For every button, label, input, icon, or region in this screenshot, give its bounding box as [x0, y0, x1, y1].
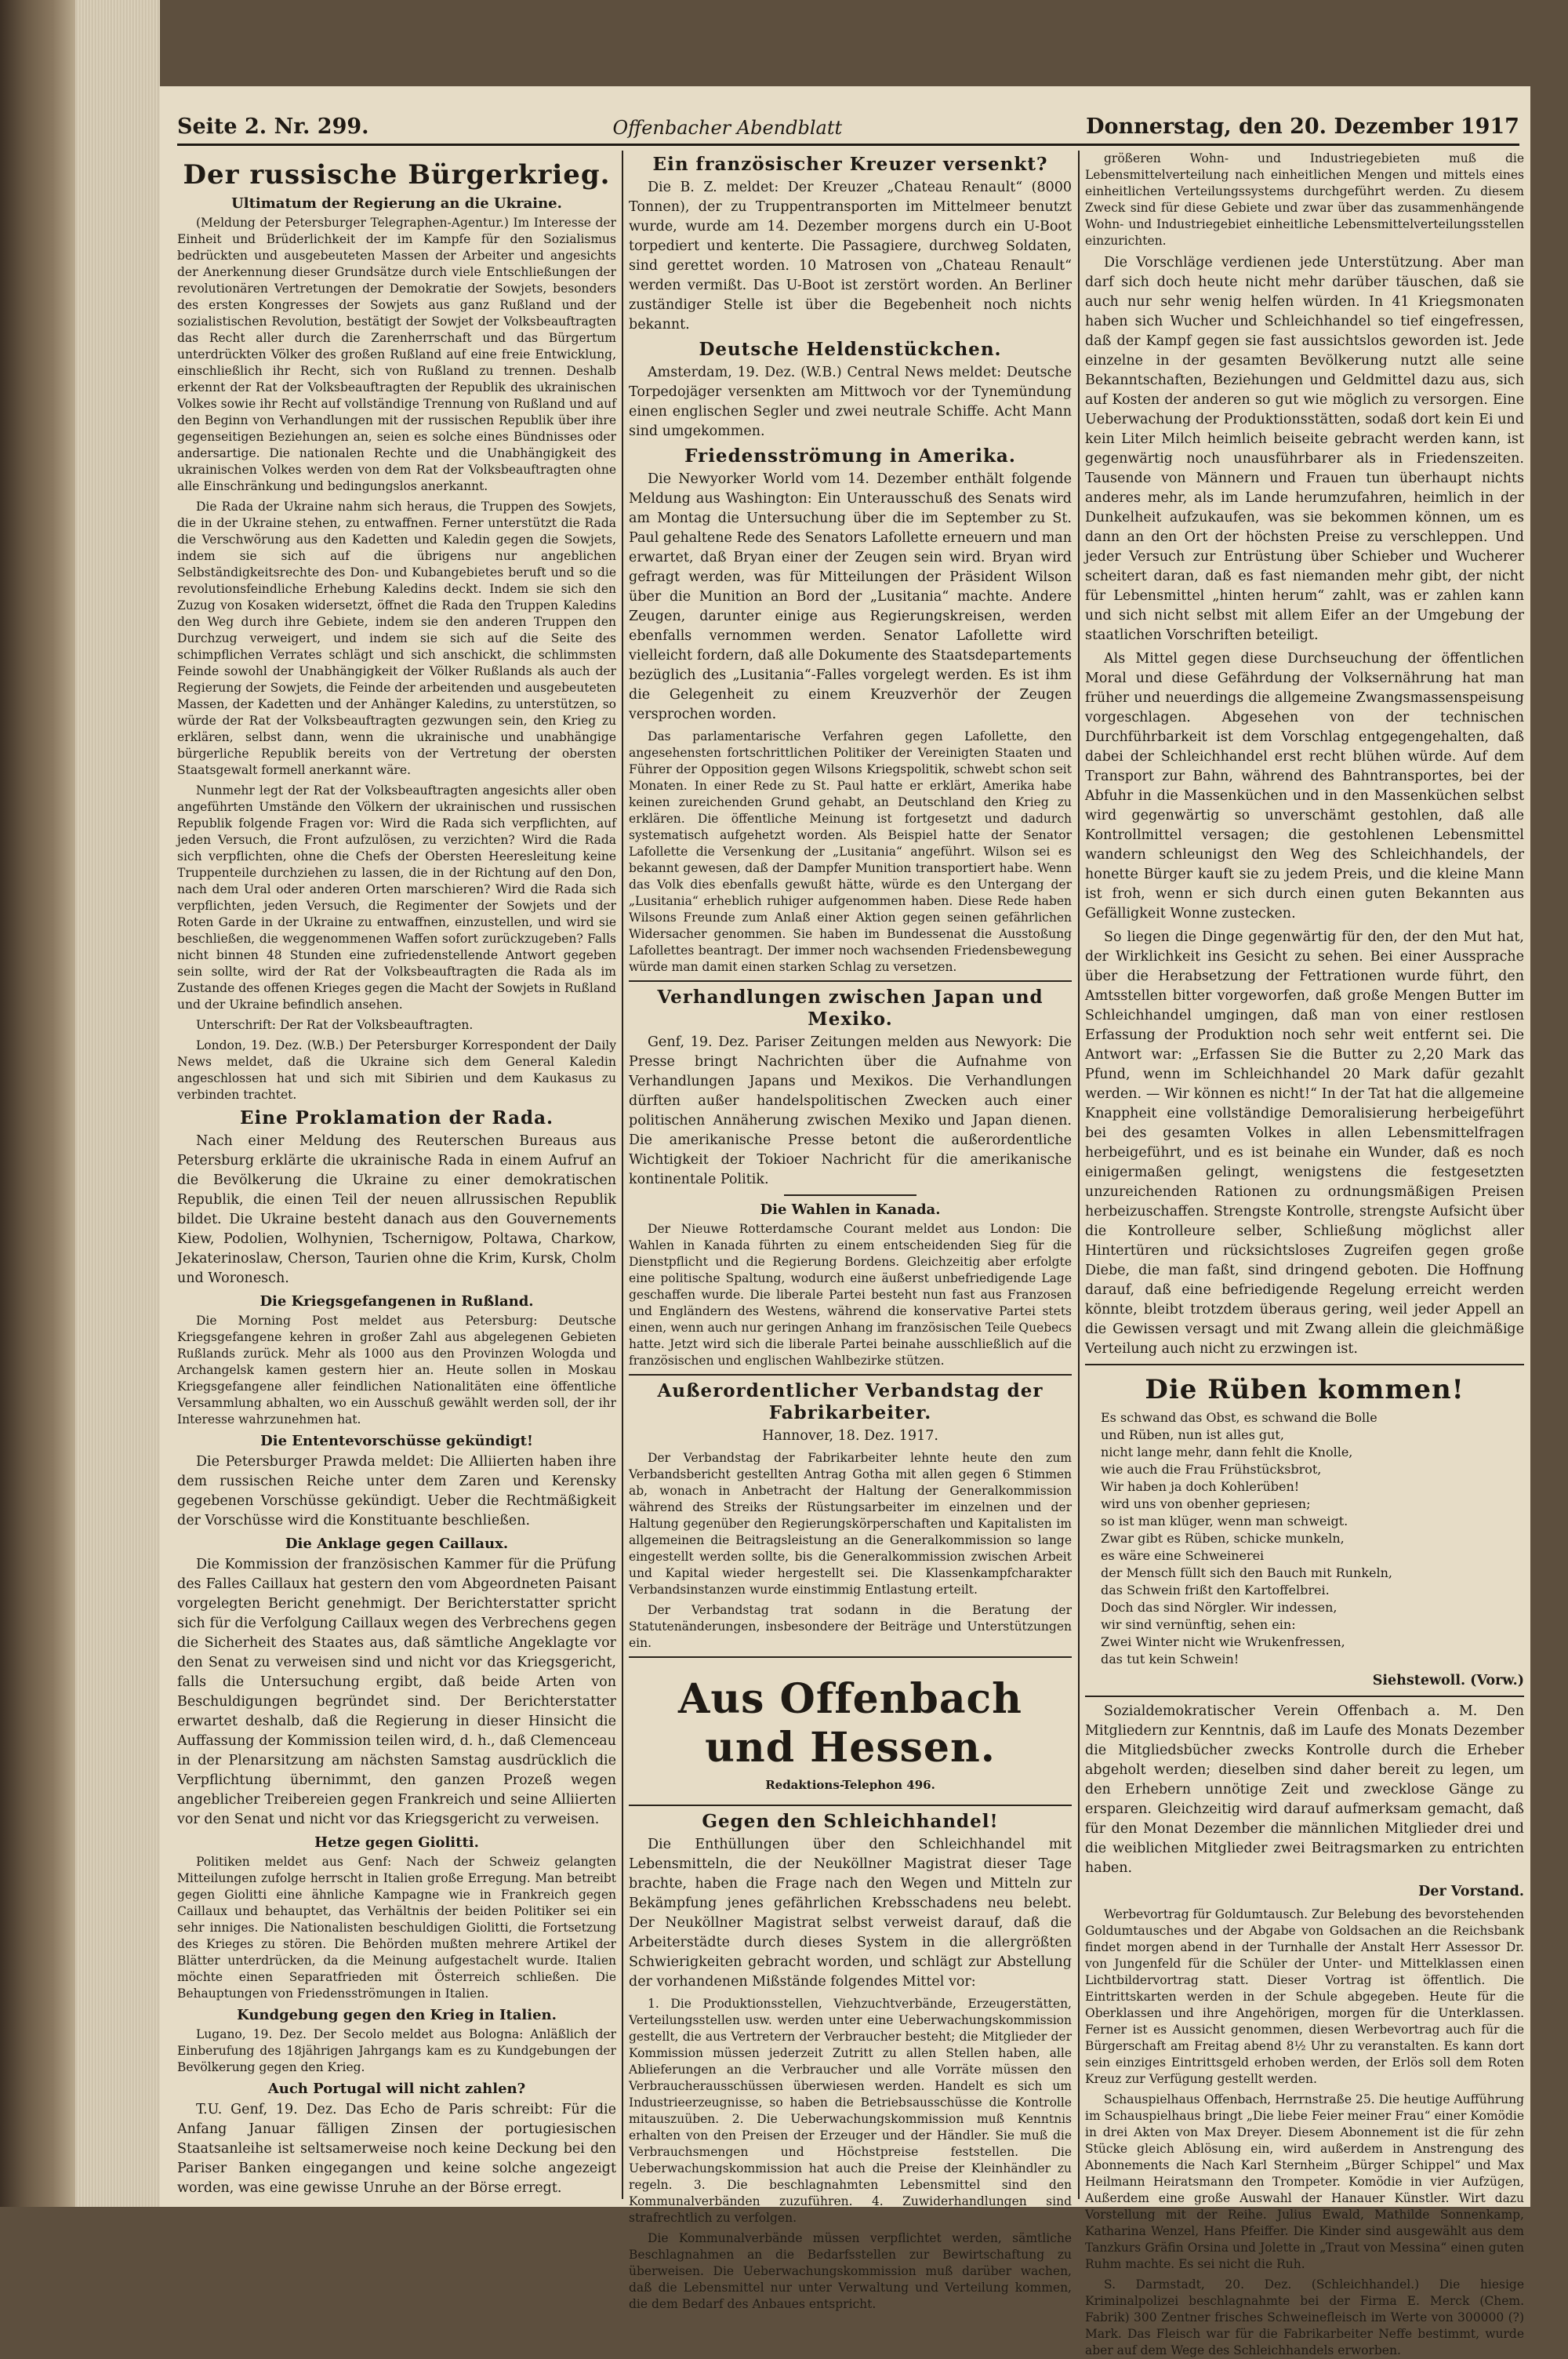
column-rule-1 — [622, 151, 623, 2199]
headline-entente-advances: Die Ententevorschüsse gekündigt! — [260, 1433, 533, 1449]
divider — [629, 1374, 1072, 1376]
divider — [629, 980, 1072, 982]
article-paragraph: Nach einer Meldung des Reuterschen Bureaus aus Petersburg erklärte die ukrainische Rada in einem Aufruf an die Bevölkerung die Ukraine zu einer demokratischen Republik, die einen Teil der neuen allrussischen Republik bildet. Die Ukraine besteht danach aus den Gouvernements Kiew, Podolien, Wolhynien, Tschernigow, Poltawa, Charkow, Jekaterinoslaw, Cherson, Taurien ohne die Krim, Kursk, Cholm und Woronesch. — [177, 1133, 616, 1286]
header-page-number: Seite 2. Nr. 299. — [177, 114, 369, 139]
headline-italy-protest: Kundgebung gegen den Krieg in Italien. — [237, 2007, 557, 2023]
headline-portugal: Auch Portugal will nicht zahlen? — [267, 2081, 526, 2097]
article-paragraph: Die Kommunalverbände müssen verpflichtet werden, sämtliche Beschlagnahmen an die Bedarfsstellen zur Bewirtschaftung zu überweisen. Die Ueberwachungskommission muß darüber wachen, daß die Lebensmittel nur unter Verwaltung und Verteilung kommen, die dem Bedarf des Anbaues entspricht. — [629, 2231, 1072, 2311]
headline-factory-workers: Außerordentlicher Verbandstag der Fabrikarbeiter. — [657, 1380, 1044, 1423]
article-paragraph: Sozialdemokratischer Verein Offenbach a. M. Den Mitgliedern zur Kenntnis, daß im Laufe des Monats Dezember die Mitgliedsbücher zwecks Kontrolle durch die Erheber abgeholt werden; dieselben sind daher bereit zu legen, um den Erhebern unnötige Zeit und zwecklose Gänge zu ersparen. Gleichzeitig wird darauf aufmerksam gemacht, daß für den Monat Dezember die männlichen Mitglieder drei und die weiblichen Mitglieder zwei Beitragsmarken zu entrichten haben. — [1085, 1703, 1524, 1876]
newspaper-page — [160, 86, 1530, 2357]
article-paragraph: 1. Die Produktionsstellen, Viehzuchtverbände, Erzeugerstätten, Verteilungsstellen usw. werden unter eine Ueberwachungskommission gestellt, die aus Vertretern der Verbraucher besteht; die Mitglieder der Kommission müssen jederzeit Zutritt zu allen Stellen haben, alle Ablieferungen an die Verbraucher und alle Vorräte müssen den Verbraucherausschüssen überwiesen werden. Handelt es sich um Industrieerzeugnisse, so haben die Betriebsausschüsse die Kontrolle mitauszuüben. 2. Die Ueberwachungskommission muß Kenntnis erhalten von den Preisen der Erzeuger und der Händler. Sie muß die Verbrauchsmengen und Höchstpreise feststellen. Die Ueberwachungskommission hat auch die Preise der Kleinhändler zu regeln. 3. Die beschlagnahmten Lebensmittel sind den Kommunalverbänden zuzuführen. 4. Zuwiderhandlungen sind strafrechtlich zu verfolgen. — [629, 1997, 1072, 2225]
article-paragraph: Die Vorschläge verdienen jede Unterstützung. Aber man darf sich doch heute nicht mehr darüber täuschen, daß sie auch nur sehr wenig helfen würden. In 41 Kriegsmonaten haben sich Wucher und Schleichhandel so tief eingefressen, daß der Kampf gegen sie fast aussichtslos geworden ist. Jede einzelne in der gesamten Bevölkerung nutzt alle seine Bekanntschaften, Beziehungen und Geldmittel dazu aus, sich auf Kosten der anderen so gut wie möglich zu versorgen. Eine Ueberwachung der Produktionsstätten, sodaß dort kein Ei und kein Liter Milch heimlich beiseite gebracht werden kann, ist gegenwärtig noch unausführbarer als in Friedenszeiten. Tausende von Männern und Frauen tun überhaupt nichts anderes mehr, als im Lande herumzufahren, heimlich in der Dunkelheit aufzukaufen, was sie bekommen können, um es dann an den Ort der höchsten Preise zu verschleppen. Und jeder Versuch zur Entrüstung über Schieber und Wucherer scheitert daran, daß es fast niemanden mehr gibt, der nicht für Lebensmittel „hinten herum“ zahlt, was er zahlen kann und sich nicht selbst mit allem Eifer an der Umgebung der staatlichen Vorschriften beteiligt. — [1085, 255, 1524, 643]
article-signature: Unterschrift: Der Rat der Volksbeauftragten. — [196, 1018, 474, 1032]
article-paragraph: Die Morning Post meldet aus Petersburg: Deutsche Kriegsgefangene kehren in großer Zahl aus abgelegenen Gebieten Rußlands zurück. Mehr als 1000 aus den Provinzen Wologda und Archangelsk kamen gestern hier an. Heute sollen in Moskau Kriegsgefangene aller feindlichen Nationalitäten eine öffentliche Versammlung abhalten, wo ein Ausschuß gewählt werden soll, der ihr Interesse wahrzunehmen hat. — [177, 1314, 616, 1427]
column-1 — [177, 151, 616, 2199]
article-paragraph: S. Darmstadt, 20. Dez. (Schleichhandel.) Die hiesige Kriminalpolizei beschlagnahmte bei der Firma E. Merck (Chem. Fabrik) 300 Zentner frisches Schweinefleisch im Werte von 300000 (?) Mark. Das Fleisch war für die Fabrikarbeiter Neffe bestimmt, wurde aber auf dem Wege des Schleichhandels erworben. — [1085, 2277, 1524, 2357]
column-2 — [629, 151, 1072, 2311]
page-header — [177, 110, 1519, 146]
article-paragraph: Genf, 19. Dez. Pariser Zeitungen melden aus Newyork: Die Presse bringt Nachrichten über die Aufnahme von Verhandlungen Japans und Mexikos. Die Verhandlungen dürften außer handelspolitischen Zwecken auch einer politischen Annäherung zwischen Mexiko und Japan dienen. Die amerikanische Presse betont die außerordentliche Wichtigkeit der Tokioer Nachricht für die amerikanische kontinentale Politik. — [629, 1034, 1072, 1187]
article-paragraph: Der Verbandstag der Fabrikarbeiter lehnte heute den zum Verbandsbericht gestellten Antrag Gotha mit allen gegen 6 Stimmen ab, wonach in Anbetracht der Haltung der Generalkommission während des Streiks der Rüstungsarbeiter im einzelnen und der Haltung gegenüber den Regierungskörperschaften und Kapitalisten im allgemeinen die Beitragsleistung an die Generalkommission so lange eingestellt werden sollte, bis die Generalkommission zwischen Arbeit und Kapital wieder hergestellt sei. Die Klassenkampfcharakter Verbandsinstanzen wurde einstimmig Entlastung erteilt. — [629, 1451, 1072, 1597]
article-paragraph: So liegen die Dinge gegenwärtig für den, der den Mut hat, der Wirklichkeit ins Gesicht zu sehen. Bei einer Aussprache über die Herabsetzung der Fettrationen wurde führt, den Amtsstellen bitter vorgeworfen, daß große Mengen Butter im Schleichhandel umgingen, daß man von einer restlosen Erfassung der Produktion noch sehr weit entfernt sei. Die Antwort war: „Erfassen Sie die Butter zu 2,20 Mark das Pfund, wenn im Schleichhandel 20 Mark dafür gezahlt werden. — Wir können es nicht!“ In der Tat hat die allgemeine Knappheit eine vollständige Demoralisierung herbeigeführt bei des gesamten Volkes in allen Lebensmittelfragen herbeigeführt, und es ist beinahe ein Wunder, daß es noch einigermaßen gelingt, wenigstens die festgesetzten unzureichenden Rationen zu ordnungsmäßigen Preisen herbeizuschaffen. Strengste Kontrolle, strengste Aufsicht über die Kontrolleure selber, Schließung möglichst aller Hintertüren und rücksichtsloses Zugreifen gegen große Diebe, die man faßt, sind dringend geboten. Die Hoffnung darauf, daß eine befriedigende Regelung erreicht werden könnte, bleibt trotzdem überaus gering, weil jeder Appell an die Gewissen versagt und mit Zwang allein die gleichmäßige Verteilung auch nicht zu erzwingen ist. — [1085, 929, 1524, 1357]
headline-russian-civil-war: Der russische Bürgerkrieg. — [183, 159, 611, 191]
poem-text: Es schwand das Obst, es schwand die Bolle und Rüben, nun ist alles gut, nicht lange mehr, dann fehlt die Knolle, wie auch die Frau Frühstücksbrot, Wir haben ja doch Kohlerüben! wird uns von obenher gepriesen; so ist man klüger, wenn man schweigt. Zwar gibt es Rüben, schicke munkeln, es wäre eine Schweinerei der Mensch füllt sich den Bauch mit Runkeln, das Schwein frißt den Kartoffelbrei. Doch das sind Nörgler. Wir indessen, wir sind vernünftig, sehen ein: Zwei Winter nicht wie Wrukenfressen, das tut kein Schwein! — [1101, 1410, 1393, 1667]
article-paragraph: Werbevortrag für Goldumtausch. Zur Belebung des bevorstehenden Goldumtausches und der Abgabe von Goldsachen an die Reichsbank findet morgen abend in der Turnhalle der Anstalt Herr Assessor Dr. von Jungenfeld für die Schüler der Unter- und Mittelklassen einen Lichtbildervortrag statt. Dieser Vortrag ist öffentlich. Die Eintrittskarten werden in der Schule abgegeben. Heute für die Oberklassen und ihre Angehörigen, morgen für die Unterklassen. Ferner ist es Aussicht genommen, diesen Werbevortrag auch für die Bürgerschaft am Freitag abend 8½ Uhr zu veranstalten. Es kann dort sein einziges Eintrittsgeld erhoben werden, der Erlös soll dem Roten Kreuz zur Verfügung gestellt werden. — [1085, 1907, 1524, 2086]
article-paragraph: Die Kommission der französischen Kammer für die Prüfung des Falles Caillaux hat gestern den vom Abgeordneten Paisant vorgelegten Bericht genehmigt. Der Berichterstatter spricht sich für die Verfolgung Caillaux wegen des Verbrechens gegen die Sicherheit des Staates aus, daß sämtliche Angeklagte vor den Senat zu verweisen sind und nicht vor das Kriegsgericht, falls die Untersuchung ergibt, daß beide Arten von Beschuldigungen begründet sind. Der Berichterstatter erwartet deshalb, daß die Regierung in dieser Hinsicht die Auffassung der Kommission teilen wird, d. h., daß Clemenceau in der Plenarsitzung am nächsten Samstag ausdrücklich die Verpflichtung übernimmt, den ganzen Prozeß wegen angeblicher Treibereien gegen Frankreich und seine Alliierten vor den Senat und nicht vor das Kriegsgericht zu verweisen. — [177, 1557, 616, 1827]
article-paragraph: Die Enthüllungen über den Schleichhandel mit Lebensmitteln, die der Neuköllner Magistrat dieser Tage brachte, haben die Frage nach den Wegen und Mitteln zur Bekämpfung jenes gefährlichen Krebsschadens neu belebt. Der Neuköllner Magistrat selbst verweist darauf, daß die Arbeiterstädte durch dieses System in die allergrößten Schwierigkeiten gebracht worden, und schlägt zur Abstellung der vorhandenen Mißstände folgendes Mittel vor: — [629, 1837, 1072, 1990]
article-paragraph: Die Newyorker World vom 14. Dezember enthält folgende Meldung aus Washington: Ein Unterausschuß des Senats wird am Montag die Untersuchung über die im September zu St. Paul gehaltene Rede des Senators Lafollette erneuern und man erwartet, daß Bryan einer der Zeugen sein wird. Bryan wird gefragt werden, was für Mitteilungen der Präsident Wilson über die Munition an Bord der „Lusitania“ machte. Andere Zeugen, darunter einige aus Regierungskreisen, werden ebenfalls vernommen werden. Senator Lafollette wird vielleicht fordern, daß alle Dokumente des Staatsdepartements bezüglich des „Lusitania“-Falles vorgelegt werden. Es ist ihm die Gelegenheit zu einem Kreuzverhör der Zeugen versprochen worden. — [629, 471, 1072, 722]
article-paragraph: Schauspielhaus Offenbach, Herrnstraße 25. Die heutige Aufführung im Schauspielhaus bringt „Die liebe Feier meiner Frau“ einer Komödie in drei Akten von Max Dreyer. Diesem Abonnement ist die für zehn Stücke gleich Ablösung ein, wird außerdem in Anstrengung des Abonnements die Nach Karl Sternheim „Bürger Schippel“ und Max Heilmann Heiratsmann den Trompeter. Komödie in vier Aufzügen, Außerdem eine große Auswahl der Hanauer Künstler. Wirt dazu Vorstellung mit der Reihe. Julius Ewald, Mathilde Sonnenkamp, Katharina Wenzel, Hans Pfeiffer. Die Kinder sind ausgewählt aus dem Tanzkurs Gräfin Orsina und Jolette in „Traut von Messina“ einen guten Ruhm machte. Es sei nicht die Ruh. — [1085, 2092, 1524, 2271]
article-paragraph: Amsterdam, 19. Dez. (W.B.) Central News meldet: Deutsche Torpedojäger versenkten am Mittwoch vor der Tynemündung einen englischen Segler und zwei neutrale Schiffe. Acht Mann sind umgekommen. — [629, 365, 1072, 439]
local-section-banner — [629, 1656, 1072, 1806]
headline-giolitti: Hetze gegen Giolitti. — [314, 1834, 479, 1851]
column-3 — [1085, 151, 1524, 2357]
headline-black-market: Gegen den Schleichhandel! — [702, 1811, 999, 1832]
headline-caillaux-charge: Die Anklage gegen Caillaux. — [285, 1536, 509, 1552]
headline-japan-mexico: Verhandlungen zwischen Japan und Mexiko. — [657, 987, 1044, 1030]
page-stack-edge — [75, 0, 160, 2207]
article-paragraph: Der Verbandstag trat sodann in die Beratung der Statutenänderungen, insbesondere der Beiträge und Unterstützungen ein. — [629, 1603, 1072, 1650]
headline-peace-america: Friedensströmung in Amerika. — [684, 445, 1016, 467]
book-binding — [0, 0, 75, 2207]
article-paragraph: Die Rada der Ukraine nahm sich heraus, die Truppen des Sowjets, die in der Ukraine stehen, zu entwaffnen. Ferner unterstützt die Rada die Verschwörung aus den Kadetten und Kaledin gegen die Sowjets, indem sie sich auf die übrigens nur angeblichen Selbständigkeitsrechte des Don- und Kubangebietes beruft und so die revolutionsfeindliche Erhebung Kaledins deckt. Indem sie sich den Zuzug von Kosaken widersetzt, öffnet die Rada den Truppen Kaledins den Weg durch ihre Gebiete, indem sie den anderen Truppen den Durchzug verweigert, und indem sie sich auf die Seite des schimpflichen Verrates schlägt und sich anschickt, die schlimmsten Feinde sowohl der Unabhängigkeit der Völker Rußlands als auch der Regierung der Sowjets, die Feinde der arbeitenden und ausgebeuteten Massen, der Kadetten und der Anhänger Kaledins, zu unterstützen, so würde der Rat der Volksbeauftragten gezwungen sein, den Krieg zu erklären, selbst dann, wenn die ukrainische und unabhängige bürgerliche Republik bereits von der Vertretung der obersten Staatsgewalt formell anerkannt wäre. — [177, 500, 616, 777]
headline-rada-proclamation: Eine Proklamation der Rada. — [239, 1107, 554, 1129]
article-paragraph: T.U. Genf, 19. Dez. Das Echo de Paris schreibt: Für die Anfang Januar fälligen Zinsen der portugiesischen Staatsanleihe ist seltsamerweise noch keine Deckung bei den Pariser Banken eingegangen und keine solche angezeigt worden, was eine gewisse Unruhe an der Börse erregt. — [177, 2102, 616, 2196]
divider — [1085, 1364, 1524, 1365]
poem-signature: Siehstewoll. (Vorw.) — [1372, 1673, 1524, 1688]
headline-french-cruiser: Ein französischer Kreuzer versenkt? — [652, 154, 1048, 175]
headline-canada-elections: Die Wahlen in Kanada. — [760, 1201, 941, 1218]
article-paragraph: Nunmehr legt der Rat der Volksbeauftragten angesichts aller oben angeführten Umstände den Völkern der ukrainischen und russischen Republik folgende Fragen vor: Wird die Rada sich verpflichten, auf jeden Versuch, die Front aufzulösen, zu verzichten? Wird die Rada sich verpflichten, ohne die Chefs der Obersten Heeresleitung keine Truppenteile durchziehen zu lassen, die in der Richtung auf den Don, nach dem Ural oder anderen Orten marschieren? Wird die Rada sich verpflichten, jeden Versuch, die Regimenter der Sowjets und der Roten Garde in der Ukraine zu entwaffnen, einzustellen, und wird sie beschließen, die weggenommenen Waffen sofort zurückzugeben? Falls nicht binnen 48 Stunden eine zufriedenstellende Antwort gegeben sein sollte, wird der Rat der Volksbeauftragten die Rada als im Zustande des offenen Krieges gegen die Macht der Sowjets in Rußland und der Ukraine befindlich ansehen. — [177, 783, 616, 1012]
header-masthead: Offenbacher Abendblatt — [612, 117, 843, 139]
article-paragraph: Das parlamentarische Verfahren gegen Lafollette, den angesehensten fortschrittlichen Politiker der Vereinigten Staaten und Führer der Opposition gegen Wilsons Kriegspolitik, schwebt schon seit Monaten. In einer Rede zu St. Paul hatte er erklärt, Amerika habe keinen zureichenden Grund gehabt, an Deutschland den Krieg zu erklären. Die öffentliche Meinung ist fortgesetzt und dadurch systematisch aufgehetzt worden. Als Beispiel hatte der Senator Lafollette die Versenkung der „Lusitania“ angeführt. Wilson sei es bekannt gewesen, daß der Dampfer Munition transportiert habe. Wenn das Volk dies ebenfalls gewußt hätte, würde es den Untergang der „Lusitania“ erheblich ruhiger aufgenommen haben. Diese Rede haben Wilsons Freunde zum Anlaß einer Aktion gegen seinen gefährlichen Widersacher genommen. Sie haben im Bundessenat die Ausstoßung Lafollettes beantragt. Der immer noch wachsenden Friedensbewegung würde man damit einen starken Schlag zu versetzen. — [629, 729, 1072, 974]
article-paragraph: größeren Wohn- und Industriegebieten muß die Lebensmittelverteilung nach einheitlichen Mengen und mittels eines einheitlichen Verteilungssystems durchgeführt werden. Zu diesem Zweck sind für diese Gebiete und zwar über das zusammenhängende Wohn- und Industriegebiet einheitliche Lebensmittelverteilungsstellen einzurichten. — [1085, 151, 1524, 248]
divider — [784, 1194, 917, 1196]
headline-german-heroics: Deutsche Heldenstückchen. — [699, 339, 1002, 360]
subheadline-ultimatum: Ultimatum der Regierung an die Ukraine. — [231, 195, 562, 212]
headline-prisoners-of-war: Die Kriegsgefangenen in Rußland. — [260, 1293, 534, 1310]
article-paragraph: Die Petersburger Prawda meldet: Die Alliierten haben ihre dem russischen Reiche unter dem Zaren und Kerensky gegebenen Vorschüsse gekündigt. Ueber die Rechtmäßigkeit der Vorschüsse wird die Konstituante beschließen. — [177, 1454, 616, 1528]
article-paragraph: Die B. Z. meldet: Der Kreuzer „Chateau Renault“ (8000 Tonnen), der zu Truppentransporten im Mittelmeer benutzt wurde, wurde am 14. Dezember morgens durch ein U-Boot torpediert und kenterte. Die Passagiere, durchweg Soldaten, sind gerettet worden. 10 Matrosen von „Chateau Renault“ werden vermißt. Das U-Boot ist zerstört worden. An Berliner zuständiger Stelle ist über die Begebenheit noch nichts bekannt. — [629, 180, 1072, 333]
header-date: Donnerstag, den 20. Dezember 1917 — [1086, 114, 1519, 139]
section-title-offenbach-hessen: Aus Offenbach und Hessen. — [678, 1675, 1022, 1772]
article-paragraph: Lugano, 19. Dez. Der Secolo meldet aus Bologna: Anläßlich der Einberufung des 18jährigen Jahrgangs kam es zu Kundgebungen der Bevölkerung gegen den Krieg. — [177, 2027, 616, 2074]
article-paragraph: (Meldung der Petersburger Telegraphen-Agentur.) Im Interesse der Einheit und Brüderlichkeit der im Kampfe für den Sozialismus bedrückten und ausgebeuteten Massen der Arbeiter und angesichts der Anerkennung dieser Grundsätze durch viele Entschließungen der revolutionären Vertretungen der Demokratie der Sowjets, besonders des ersten Kongresses der Sowjets aus ganz Rußland und der sozialistischen Revolution, bestätigt der Sowjet der Volksbeauftragten das Recht aller durch die Zarenherrschaft und das Bürgertum unterdrückten Völker des großen Rußland auf eine freie Entwicklung, einschließlich ihr Recht, sich von Rußland zu trennen. Deshalb erkennt der Rat der Volksbeauftragten der Republik des ukrainischen Volkes sowie ihr Recht auf vollständige Trennung von Rußland und auf den Beginn von Verhandlungen mit der russischen Republik über ihre gegenseitigen Beziehungen an, seien es solche eines Bündnisses oder andersartige. Die nationalen Rechte und die Unabhängigkeit des ukrainischen Volkes werden von dem Rat der Volksbeauftragten ohne alle Einschränkung und bedingungslos anerkannt. — [177, 216, 616, 493]
article-paragraph: Politiken meldet aus Genf: Nach der Schweiz gelangten Mitteilungen zufolge herrscht in Italien große Erregung. Man betreibt gegen Giolitti eine ähnliche Kampagne wie in Frankreich gegen Caillaux und behauptet, das Verhältnis der beiden Politiker sei ein sehr inniges. Die Nationalisten beschuldigen Giolitti, die Fortsetzung des Krieges zu stören. Die Behörden mußten mehrere Artikel der Blätter unterdrücken, da die Meinung aufgestachelt wurde. Italien möchte einen Separatfrieden mit Österreich schließen. Die Behauptungen von Friedensströmungen in Italien. — [177, 1855, 616, 2001]
divider — [1085, 1696, 1524, 1697]
notice-signature: Der Vorstand. — [1418, 1884, 1524, 1899]
column-rule-2 — [1078, 151, 1080, 2199]
dateline: Hannover, 18. Dez. 1917. — [762, 1428, 938, 1444]
article-paragraph: Als Mittel gegen diese Durchseuchung der öffentlichen Moral und diese Gefährdung der Volksernährung hat man früher und neuerdings die allgemeine Zwangsmassenspeisung vorgeschlagen. Abgesehen von der technischen Durchführbarkeit ist dem Vorschlag entgegengehalten, daß dabei der Schleichhandel erst recht blühen würde. Auf dem Transport zur Bahn, während des Bahntransportes, bei der Abfuhr in die Massenküchen und in den Massenküchen selbst wird gegenwärtig so unverschämt gestohlen, daß alle Kontrollmittel versagen; die gestohlenen Lebensmittel wandern schleunigst den Weg des Schleichhandels, der honette Bürger kauft sie zu jedem Preis, und die kleine Mann ist froh, wenn er sich durch einen guten Bekannten aus Gefälligkeit Wonne zustecken. — [1085, 651, 1524, 921]
article-paragraph: London, 19. Dez. (W.B.) Der Petersburger Korrespondent der Daily News meldet, daß die Ukraine sich dem General Kaledin angeschlossen hat und sich mit Sibirien und dem Kaukasus zu verbinden trachtet. — [177, 1038, 616, 1102]
editorial-phone: Redaktions-Telephon 496. — [765, 1778, 935, 1792]
headline-beets-poem: Die Rüben kommen! — [1145, 1374, 1465, 1405]
article-paragraph: Der Nieuwe Rotterdamsche Courant meldet aus London: Die Wahlen in Kanada führten zu einem entscheidenden Sieg für die Dienstpflicht und die Regierung Bordens. Gleichzeitig aber erfolgte eine politische Spaltung, wodurch eine äußerst unbefriedigende Lage geschaffen wurde. Die liberale Partei besteht nun fast aus Franzosen und Engländern des Westens, während die konservative Partei stets einen, wenn auch nur geringen Anhang im französischen Teile Quebecs hatte. Jetzt wird sich die liberale Partei beinahe ausschließlich auf die französischen und englischen Wahlbezirke stützen. — [629, 1222, 1072, 1368]
